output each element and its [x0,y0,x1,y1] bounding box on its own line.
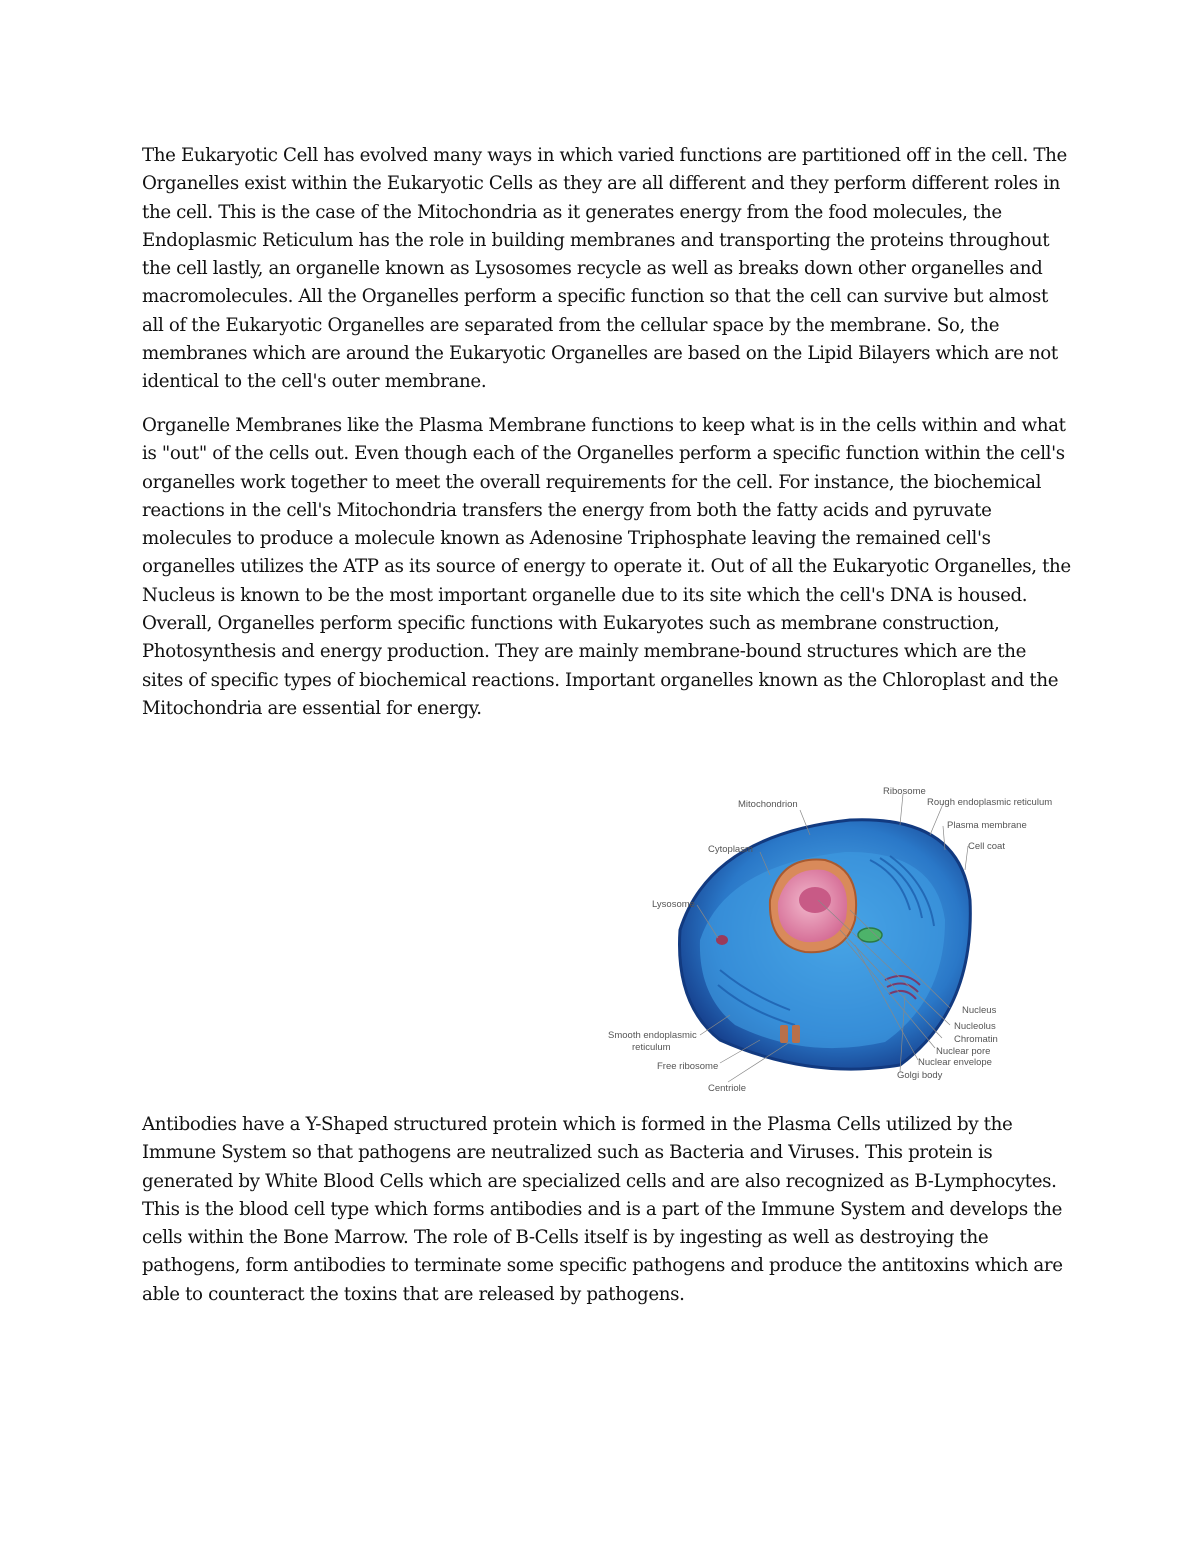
label-nucleus: Nucleus [962,1005,997,1016]
paragraph-antibodies: Antibodies have a Y-Shaped structured protein which is formed in the Plasma Cells utilized by the Immune System so that pathogens are neutralized such as Bacteria and Viruses. This protein is generated by White Blood Cells which are specialized cells and are also recognized as B-Lymphocytes. This is the blood cell type which forms antibodies and is a part of the Immune System and develops the cells within the Bone Marrow. The role of B-Cells itself is by ingesting as well as destroying the pathogens, form antibodies to terminate some specific pathogens and produce the antitoxins which are able to counteract the toxins that are released by pathogens. [142,1114,1063,1305]
label-golgi-body: Golgi body [897,1070,943,1081]
label-cell-coat: Cell coat [968,841,1005,852]
label-cytoplasm: Cytoplasm [708,844,753,855]
nucleus [770,860,856,953]
paragraph-eukaryotic-cell: The Eukaryotic Cell has evolved many ways in which varied functions are partitioned off in the cell. The Organelles exist within the Eukaryotic Cells as they are all different and they perform different roles in the cell. This is the case of the Mitochondria as it generates energy from the food molecules, the Endoplasmic Reticulum has the role in building membranes and transporting the proteins throughout the cell lastly, an organelle known as Lysosomes recycle as well as breaks down other organelles and macromolecules. All the Organelles perform a specific function so that the cell can survive but almost all of the Eukaryotic Organelles are separated from the cellular space by the membrane. So, the membranes which are around the Eukaryotic Organelles are based on the Lipid Bilayers which are not identical to the cell's outer membrane. [142,145,1067,393]
label-free-ribosome: Free ribosome [657,1061,719,1072]
mitochondrion-shape [858,928,882,942]
label-lysosome: Lysosome [652,899,695,910]
paragraph-organelle-membranes: Organelle Membranes like the Plasma Membrane functions to keep what is in the cells within and what is "out" of the cells out. Even though each of the Organelles perform a specific function within the cell's organelles work together to meet the overall requirements for the cell. For instance, the biochemical reactions in the cell's Mitochondria transfers the energy from both the fatty acids and pyruvate molecules to produce a molecule known as Adenosine Triphosphate leaving the remained cell's organelles utilizes the ATP as its source of energy to operate it. Out of all the Eukaryotic Organelles, the Nucleus is known to be the most important organelle due to its site which the cell's DNA is housed. Overall, Organelles perform specific functions with Eukaryotes such as membrane construction, Photosynthesis and energy production. They are mainly membrane-bound structures which are the sites of specific types of biochemical reactions. Important organelles known as the Chloroplast and the Mitochondria are essential for energy. [142,415,1071,719]
label-ribosome: Ribosome [883,786,926,797]
label-nuclear-pore: Nuclear pore [936,1046,991,1057]
label-smooth-er-line2: reticulum [632,1042,671,1053]
cell-diagram [600,780,1070,1100]
label-rough-er: Rough endoplasmic reticulum [927,797,1053,808]
label-chromatin: Chromatin [954,1034,998,1045]
label-mitochondrion: Mitochondrion [738,799,798,810]
lysosome-shape [716,935,728,945]
cell-diagram-figure [600,780,1070,1100]
label-nucleolus: Nucleolus [954,1021,996,1032]
label-smooth-er-line1: Smooth endoplasmic [608,1030,697,1041]
label-plasma-membrane: Plasma membrane [947,820,1027,831]
label-centriole: Centriole [708,1083,747,1094]
label-nuclear-envelope: Nuclear envelope [918,1057,992,1068]
nucleolus [799,887,831,913]
